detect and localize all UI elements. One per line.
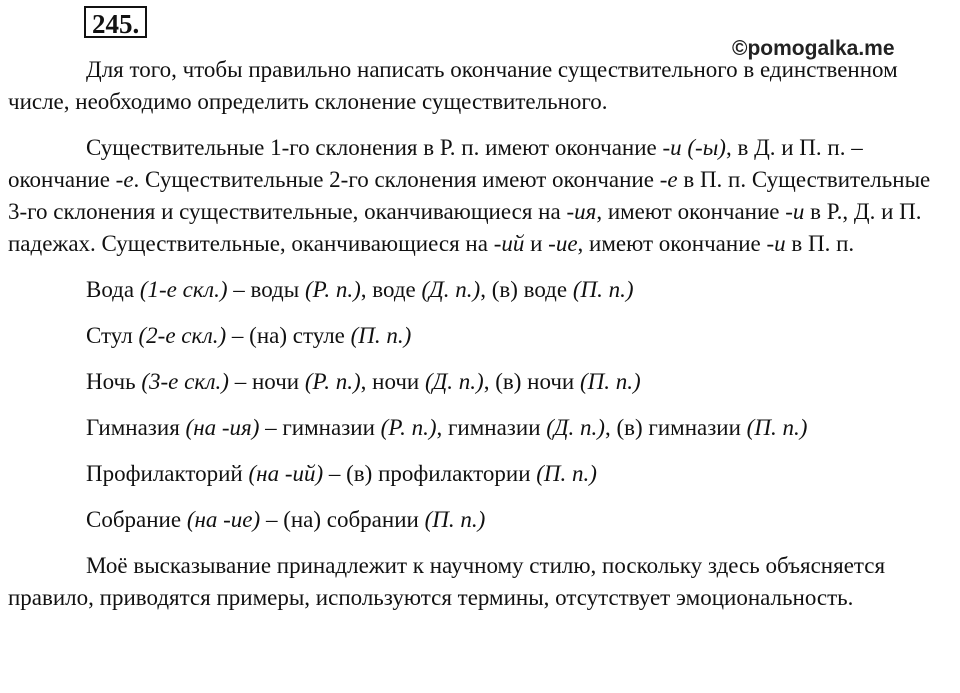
example-annotation: (П. п.) [746,415,808,440]
example-annotation: (Д. п.) [425,369,484,394]
example-text: , (в) ночи [483,369,580,394]
example-annotation: (П. п.) [424,507,486,532]
rule-paragraph [8,132,944,260]
example-text: Собрание [86,507,187,532]
example-text: Гимназия [86,415,186,440]
example-text: , ночи [360,369,425,394]
rule-text: в П. п. [785,231,855,256]
example-annotation: (3-е скл.) [141,369,229,394]
example-text: Вода [86,277,140,302]
example-text: – воды [227,277,305,302]
example-text: – (на) собрании [260,507,425,532]
example-annotation: (П. п.) [579,369,641,394]
ending-italic: -и [785,199,805,224]
example-line [8,412,944,444]
rule-text: и [524,231,549,256]
example-annotation: (Д. п.) [421,277,481,302]
rule-text: в Р., Д. и П. падежах. Существительные, оканчивающиеся на [8,199,922,256]
ending-italic: -е [659,167,678,192]
example-text: , воде [360,277,422,302]
example-text: , (в) гимназии [604,415,747,440]
example-annotation: (П. п.) [572,277,634,302]
example-line [8,274,944,306]
example-text: – гимназии [259,415,381,440]
example-text: – (в) профилактории [323,461,537,486]
task-number: 245. [84,6,147,38]
example-annotation: (Д. п.) [546,415,605,440]
example-annotation: (на -ия) [185,415,260,440]
example-text: , (в) воде [480,277,573,302]
ending-italic: -ий [493,231,525,256]
example-text: , гимназии [436,415,547,440]
example-annotation: (1-е скл.) [139,277,228,302]
example-line [8,504,944,536]
example-text: Профилакторий [86,461,249,486]
rule-text: , имеют окончание [577,231,767,256]
ending-italic: -ия [566,199,597,224]
ending-italic: -и [766,231,786,256]
example-annotation: (П. п.) [350,323,412,348]
intro-paragraph: Для того, чтобы правильно написать окончание существительного в единственном числе, необходимо определить склонение существительного. [8,57,898,114]
rule-text: , имеют окончание [596,199,786,224]
rule-text: , в Д. и П. п. – окончание [8,135,863,192]
example-annotation: (на -ие) [186,507,261,532]
example-text: – ночи [228,369,305,394]
example-annotation: (Р. п.) [380,415,437,440]
rule-text: . Существительные 2-го склонения имеют окончание [133,167,660,192]
example-line [8,366,944,398]
example-annotation: (на -ий) [248,461,324,486]
watermark: ©pomogalka.me [732,37,895,60]
examples-list [8,274,944,536]
conclusion-paragraph: Моё высказывание принадлежит к научному стилю, поскольку здесь объясняется правило, приводятся примеры, используются термины, отсутствует эмоциональность. [8,553,886,610]
example-annotation: (Р. п.) [304,369,361,394]
example-line [8,458,944,490]
example-text: – (на) стуле [226,323,351,348]
example-annotation: (Р. п.) [304,277,361,302]
example-annotation: (2-е скл.) [138,323,227,348]
rule-text: в П. п. Существительные 3-го склонения и существительные, оканчивающиеся на [8,167,931,224]
ending-italic: -ие [548,231,578,256]
ending-italic: -е [115,167,134,192]
example-text: Ночь [86,369,142,394]
answer-text [8,54,944,628]
example-annotation: (П. п.) [536,461,597,486]
example-text: Стул [86,323,139,348]
ending-italic: -и (-ы) [662,135,726,160]
example-line [8,320,944,352]
rule-text: Существительные 1-го склонения в Р. п. имеют окончание [86,135,663,160]
